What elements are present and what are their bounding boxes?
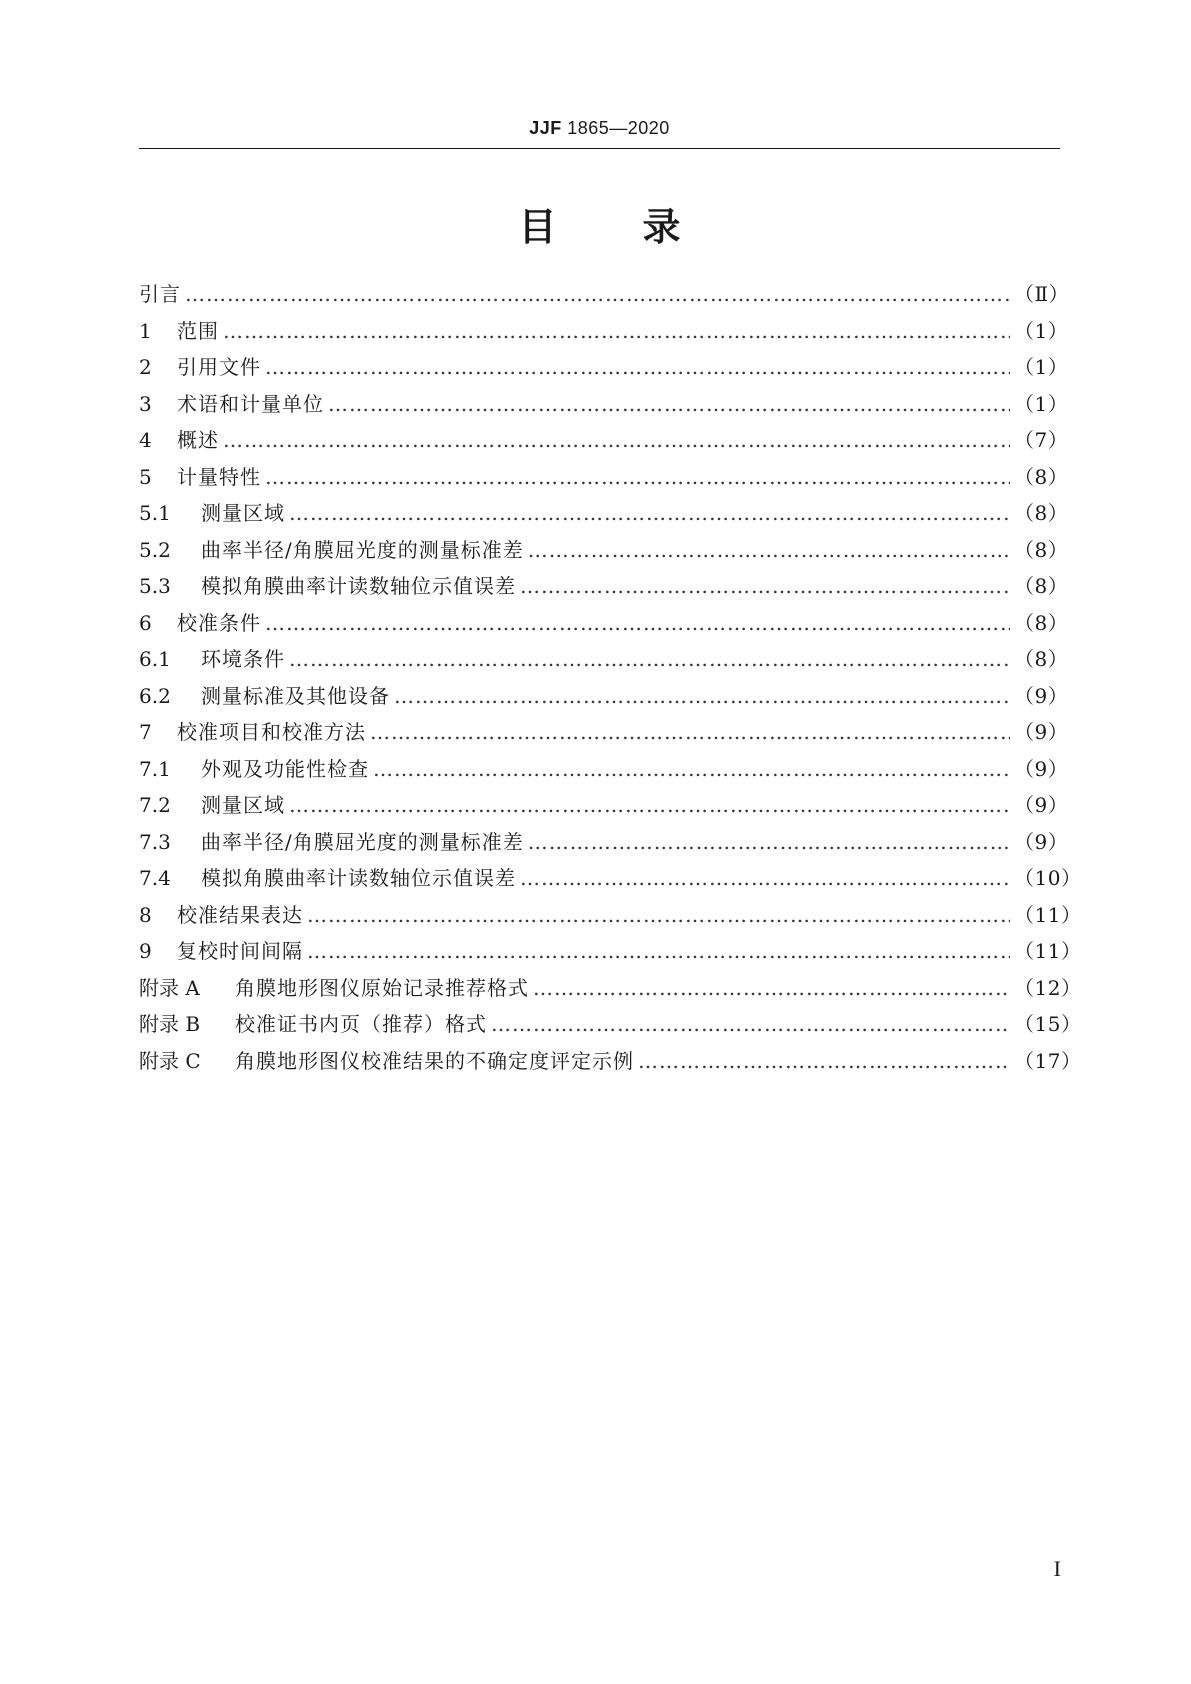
toc-entry-number: 4: [139, 428, 152, 452]
toc-entry-page: （8）: [1014, 647, 1069, 671]
toc-entry-page: （11）: [1014, 902, 1082, 927]
toc-entry[interactable]: [139, 532, 1069, 569]
toc-entry[interactable]: [139, 313, 1069, 350]
toc-entry-title: 校准结果表达: [177, 902, 303, 927]
toc-entry-page: （9）: [1014, 793, 1069, 817]
toc-entry-page: （15）: [1014, 1012, 1082, 1036]
toc-entry[interactable]: [139, 1006, 1082, 1043]
toc-dot-leader: [289, 641, 1010, 678]
toc-dot-leader: [265, 605, 1010, 642]
toc-entry-title: 模拟角膜曲率计读数轴位示值误差: [201, 574, 516, 598]
toc-entry-title: 引用文件: [177, 355, 261, 379]
toc-dot-leader: [289, 787, 1010, 824]
toc-dot-leader: [223, 313, 1010, 350]
page-title-char-1: 目: [518, 205, 557, 249]
toc-entry-number: 8: [139, 902, 152, 927]
toc-dot-leader: [528, 824, 1010, 861]
toc-entry-title: 模拟角膜曲率计读数轴位示值误差: [201, 866, 516, 890]
toc-entry-number: 5.3: [139, 574, 171, 598]
toc-entry-title: 曲率半径/角膜屈光度的测量标准差: [201, 537, 524, 562]
toc-dot-leader: [223, 422, 1010, 459]
toc-dot-leader: [638, 1043, 1010, 1080]
toc-entry[interactable]: [139, 276, 1070, 313]
toc-entry[interactable]: [139, 714, 1069, 751]
toc-entry-number: 附录 A: [139, 975, 200, 1000]
toc-entry-page: （1）: [1014, 391, 1069, 416]
running-header: [139, 118, 1060, 139]
toc-dot-leader: [370, 714, 1010, 751]
toc-dot-leader: [491, 1006, 1010, 1043]
toc-entry-number: 5.2: [139, 537, 171, 562]
toc-entry[interactable]: [139, 860, 1082, 897]
toc-entry-title: 曲率半径/角膜屈光度的测量标准差: [201, 829, 524, 854]
toc-entry[interactable]: [139, 568, 1069, 605]
toc-entry-page: （9）: [1014, 720, 1069, 744]
toc-entry-page: （9）: [1014, 756, 1069, 781]
toc-entry[interactable]: [139, 970, 1082, 1007]
toc-entry[interactable]: [139, 422, 1069, 459]
toc-entry-page: （8）: [1014, 574, 1069, 598]
toc-entry-title: 测量标准及其他设备: [201, 683, 390, 708]
toc-entry-page: （8）: [1014, 537, 1069, 562]
toc-entry-number: 2: [139, 355, 152, 379]
toc-entry-page: （7）: [1014, 428, 1069, 452]
toc-dot-leader: [265, 459, 1010, 496]
toc-entry-page: （8）: [1014, 464, 1069, 489]
toc-dot-leader: [185, 276, 1010, 313]
toc-dot-leader: [520, 568, 1010, 605]
toc-entry-title: 校准条件: [177, 610, 261, 635]
toc-entry-page: （Ⅱ）: [1014, 282, 1070, 306]
toc-entry-number: 7.2: [139, 793, 171, 817]
toc-entry-title: 校准项目和校准方法: [177, 720, 366, 744]
toc-entry-page: （9）: [1014, 829, 1069, 854]
toc-dot-leader: [307, 933, 1010, 970]
toc-entry-page: （8）: [1014, 610, 1069, 635]
toc-entry-number: 1: [139, 318, 152, 343]
toc-dot-leader: [394, 678, 1010, 715]
toc-entry-page: （1）: [1014, 355, 1069, 379]
page-title: [139, 196, 1060, 251]
toc-dot-leader: [328, 386, 1010, 423]
toc-entry-number: 7.4: [139, 866, 171, 890]
page-number: I: [1053, 1556, 1061, 1581]
toc-entry[interactable]: [139, 459, 1069, 496]
toc-dot-leader: [528, 532, 1010, 569]
toc-dot-leader: [373, 751, 1010, 788]
toc-entry-number: 5.1: [139, 501, 171, 525]
toc-entry-title: 环境条件: [201, 647, 285, 671]
toc-entry-number: 6.1: [139, 647, 171, 671]
standard-number: 1865—2020: [561, 118, 670, 138]
toc-entry-title: 测量区域: [201, 793, 285, 817]
toc-entry-number: 附录 B: [139, 1012, 201, 1036]
toc-entry-title: 角膜地形图仪校准结果的不确定度评定示例: [235, 1048, 634, 1073]
toc-entry-number: 7.1: [139, 756, 171, 781]
toc-entry[interactable]: [139, 897, 1082, 934]
toc-entry-number: 3: [139, 391, 152, 416]
toc-entry-page: （9）: [1014, 683, 1069, 708]
toc-entry-title: 复校时间间隔: [177, 939, 303, 963]
toc-dot-leader: [307, 897, 1010, 934]
toc-entry-number: 5: [139, 464, 152, 489]
toc-entry-title: 校准证书内页（推荐）格式: [235, 1012, 487, 1036]
toc-entry-number: 7.3: [139, 829, 171, 854]
toc-entry-page: （1）: [1014, 318, 1069, 343]
toc-entry-page: （11）: [1014, 939, 1082, 963]
toc-entry[interactable]: [139, 824, 1069, 861]
toc-dot-leader: [520, 860, 1010, 897]
toc-entry-number: 7: [139, 720, 152, 744]
header-rule: [139, 148, 1060, 149]
page-title-char-2: 录: [642, 205, 681, 249]
toc-entry[interactable]: [139, 751, 1069, 788]
toc-entry-title: 术语和计量单位: [177, 391, 324, 416]
toc-entry[interactable]: [139, 1043, 1082, 1080]
toc-entry-page: （10）: [1014, 866, 1082, 890]
toc-entry[interactable]: [139, 678, 1069, 715]
toc-entry[interactable]: [139, 349, 1069, 386]
toc-dot-leader: [533, 970, 1010, 1007]
toc-entry-title: 引言: [139, 282, 181, 306]
toc-entry-title: 测量区域: [201, 501, 285, 525]
toc-entry-title: 概述: [177, 428, 219, 452]
toc-entry[interactable]: [139, 386, 1069, 423]
toc-entry-title: 范围: [177, 318, 219, 343]
toc-entry[interactable]: [139, 787, 1069, 824]
toc-entry-page: （12）: [1014, 975, 1082, 1000]
toc-dot-leader: [289, 495, 1010, 532]
standard-prefix: JJF: [529, 118, 562, 138]
toc-entry-number: 9: [139, 939, 152, 963]
toc-entry-number: 6.2: [139, 683, 171, 708]
toc-entry-number: 6: [139, 610, 152, 635]
toc-entry-title: 计量特性: [177, 464, 261, 489]
toc-entry[interactable]: [139, 605, 1069, 642]
toc-entry-page: （8）: [1014, 501, 1069, 525]
toc-entry-number: 附录 C: [139, 1048, 201, 1073]
toc-entry-title: 角膜地形图仪原始记录推荐格式: [235, 975, 529, 1000]
toc-entry-title: 外观及功能性检查: [201, 756, 369, 781]
toc-entry-page: （17）: [1014, 1048, 1082, 1073]
toc-entry[interactable]: [139, 495, 1069, 532]
toc-dot-leader: [265, 349, 1010, 386]
table-of-contents: [139, 276, 1082, 1079]
toc-entry[interactable]: [139, 641, 1069, 678]
toc-entry[interactable]: [139, 933, 1082, 970]
